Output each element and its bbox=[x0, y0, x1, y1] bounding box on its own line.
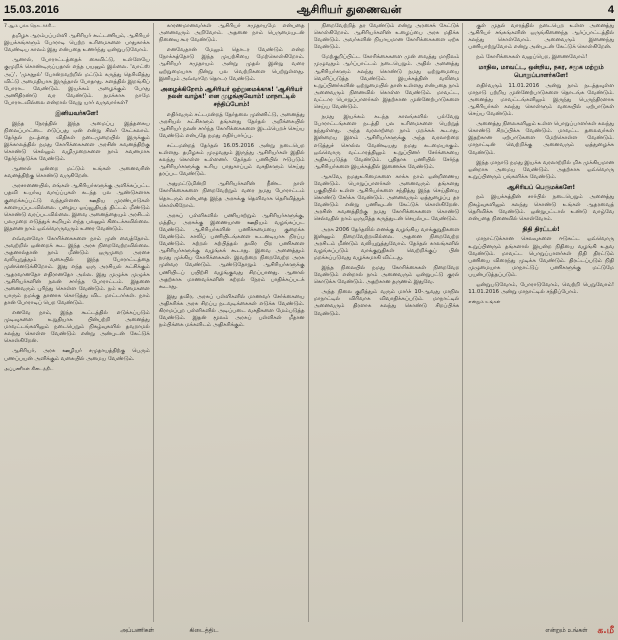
paragraph: எவ்வளவோ கோரிக்கைகளை நாம் முன் வைத்தோம். அவற்றில் ஒன்றைக் கூட இந்த அரசு நிறைவேற்றவில்லை. அதனால்தான் நாம் மீண்டும் ஒருமுறை அரசை வலியுறுத்தும் வகையில் இந்த போராட்டத்தை முன்னெடுக்கிறோம். இது எந்த ஒரு அரசியல் கட்சிக்கும் ஆதரவானதோ எதிரானதோ அல்ல. இது முழுக்க முழுக்க ஆசிரியர்களின் நலன் சார்ந்த போராட்டம். இதனை அனைவரும் புரிந்து கொள்ள வேண்டும். நம் உரிமைகளை யாரும் நமக்கு தானாக கொடுத்து விட மாட்டார்கள். நாம் தான் போராடிப் பெற வேண்டும். bbox=[4, 236, 150, 306]
footer-closing: என்றும் உங்கள் bbox=[545, 627, 588, 634]
paragraph: ஆகவே, நமதுஉரிமைகளை காக்க நாம் ஒன்றிணைய வேண்டும். பொறுப்பாளர்கள் அனைவரும் தங்களது பகுதியில் உள்ள ஆசிரியர்களை சந்தித்து இந்த செய்தியை கொண்டு சேர்க்க வேண்டும். அனைவரும் ஒத்துழைப்பு தர வேண்டும் என்று பணிவுடன் கேட்டுக் கொள்கிறேன். அரசின் கவனத்திற்கு நமது கோரிக்கைகளை கொண்டு செல்வதில் நாம் ஒருமித்த கருத்துடன் செயல்பட வேண்டும். bbox=[313, 173, 460, 223]
header-rule bbox=[3, 19, 615, 21]
paragraph: எனவே நாம், இந்த கூட்டத்தில் எடுக்கப்படும் முடிவுகளை உறுதியாக பின்பற்றி அனைத்து மாவட்டங்களிலும் நடைபெறும் நிகழ்வுகளில் தவறாமல் கலந்து கொள்ள வேண்டும் என்று அன்புடன் கேட்டுக் கொள்கிறேன். bbox=[4, 309, 150, 345]
paragraph: ஆனால் ஒன்றை மட்டும் உங்கள் அனைவரின் கவனத்திற்கு கொண்டு வருகிறேன். bbox=[4, 166, 150, 180]
footer-left-text: அப்பணிகள் bbox=[120, 627, 154, 634]
footer-mid-text: கிடைத்திட bbox=[189, 627, 219, 634]
paragraph: அரசு 2006 தேர்தலில் எனக்கு வழங்கிய வாக்குறுதிகளை இன்னும் நிறைவேற்றவில்லை. அதனை நிறைவேற்ற அரசிடம் மீண்டும் வலியுறுத்துவோம். தேர்தல் காலங்களில் வழங்கப்படும் வாக்குறுதிகள் வெற்றிக்குப் பின் மறக்கப்படுவது வழக்கமாகி விட்டது. bbox=[313, 226, 460, 261]
paragraph: ஆனால், போராட்டத்தைக் கைவிட்டு, உள்ளேயே குமுறிக் கொண்டிருப்பதால் எந்த பயனும் இல்லை. 'வாட்ஸ் அப்', 'முகநூல்' போன்றவற்றில் மட்டும் கருத்து தெரிவித்து விட்டு அமைதியாக இருந்தால் போதாது. களத்தில் இறங்கிப் போராட வேண்டும். இயக்கம் அழைக்கும் போது அணிதிரண்டு வர வேண்டும். நமக்காக நாமே போராடவில்லை என்றால் வேறு யார் வருவார்கள்? bbox=[4, 57, 150, 106]
paragraph: மேற்குறிப்பிட்ட கோரிக்கைகளை முன் வைத்து மாநிலம் முழுவதும் ஆர்ப்பாட்டம் நடைபெறும். அதில் அனைத்து ஆசிரியர்களும் கலந்து கொண்டு நமது ஒற்றுமையை வெளிப்படுத்த வேண்டும். இயக்கத்தின் வலிமை உறுப்பினர்களின் ஒற்றுமையில் தான் உள்ளது என்பதை நாம் அனைவரும் நினைவில் கொள்ள வேண்டும். மாவட்ட, வட்டார பொறுப்பாளர்கள் இதற்கான முன்னேற்பாடுகளை செய்ய வேண்டும். bbox=[313, 54, 460, 111]
author-signature: க.மீ bbox=[597, 625, 614, 636]
page-number: 4 bbox=[607, 4, 614, 16]
paragraph: குள் முதல் வாரத்தில் நடைபெற உள்ள அனைத்து ஆசிரியர் சங்கங்களின் ஒருங்கிணைந்த ஆர்ப்பாட்டத்தில் கலந்து கொள்வோம். அனைவரும் இணைந்து பணியாற்றுவோம் என்று அன்புடன் கேட்டுக் கொள்கிறேன். bbox=[468, 23, 614, 51]
paragraph: சட்டமன்றத் தேர்தல் 16.05.2016 அன்று நடைபெற உள்ளது. தமிழகம் முழுவதும் இருந்து ஆசிரியர்கள் இதில் கலந்து கொள்ள உள்ளனர். தேர்தல் பணியில் ஈடுபடும் ஆசிரியர்களுக்கு உரிய பாதுகாப்பும் வசதிகளும் செய்து தரப்பட வேண்டும். bbox=[158, 142, 305, 178]
paragraph: நம் கோரிக்கைகள் வலுப்பெற, இணைவோம்! bbox=[476, 54, 588, 61]
paragraph: அரசுப் பள்ளிகளில் பணியாற்றும் ஆசிரியர்களுக்கு, மத்திய அரசுக்கு இணையான ஊதியம் வழங்கப்பட வேண்டும். ஆசிரியர்களின் பணிச்சுமையை குறைக்க வேண்டும். காலிப் பணியிடங்களை உடனடியாக நிரப்ப வேண்டும். கற்றல் கற்பித்தல் தவிர பிற பணிகளை ஆசிரியர்களுக்கு வழங்கக் கூடாது. இவை அனைத்தும் நமது முக்கிய கோரிக்கைகள். இவற்றை நிறைவேற்ற அரசு முன்வர வேண்டும். ஆண்டுதோறும் ஆசிரியர்களுக்கு பணியிடப் பயிற்சி வழங்குவது சிறப்பானது. ஆனால் அதற்காக மாணவர்களின் கற்றல் நேரம் பாதிக்கப்படக் கூடாது. bbox=[158, 212, 305, 290]
subheading: ஆசிரியப் பெருமக்களே! bbox=[507, 183, 576, 191]
paragraph: எனவேதான் மேலும் தொடர வேண்டும் என்ற நோக்கத்தோடு இந்த முயற்சியை மேற்கொள்கிறோம். ஆசிரியர் சமுதாயம் அன்று முதல் இன்று வரை ஒற்றுமையாக நின்று பல வெற்றிகளை பெற்றுள்ளது. இனியும் அவ்வாறே தொடர வேண்டும். bbox=[158, 47, 305, 82]
paragraph: என்றும் உங்கள் bbox=[468, 300, 501, 306]
page-footer bbox=[4, 624, 614, 638]
paragraph: நிறைவேற்றித் தர வேண்டும் என்று அரசைக் கேட்டுக் கொள்கிறோம். ஆசிரியர்களின் உழைப்பை அரசு மதிக்க வேண்டும். அவர்களின் நியாயமான கோரிக்கைகளை ஏற்க வேண்டும். bbox=[313, 23, 460, 51]
paragraph: நம் இயக்கத்தின் சார்பில் நடைபெறும் அனைத்து நிகழ்வுகளிலும் கலந்து கொண்டு உங்கள் ஆதரவைத் தெரிவிக்க வேண்டும். ஒன்றுபட்டால் உண்டு வாழ்வே என்பதை நினைவில் கொள்வோம். bbox=[468, 194, 614, 222]
paragraph: அனைத்து நிலைகளிலும் உள்ள பொறுப்பாளர்கள் கலந்து கொண்டு சிறப்பிக்க வேண்டும். மாவட்ட தலைவர்கள் இதற்கான ஏற்பாடுகளை மேற்கொள்ள வேண்டும். மாநாட்டின் வெற்றிக்கு அனைவரும் ஒத்துழைக்க வேண்டும். bbox=[468, 121, 614, 156]
paragraph: ஆசிரியர், அரசு ஊழியர் சமுதாயத்திற்கு பெரும் பணப்பயன் அளிக்கும் வகையில் அமைய வேண்டும். bbox=[4, 348, 150, 362]
column-1 bbox=[4, 23, 154, 622]
column-2 bbox=[159, 23, 309, 622]
paragraph: 7 ஆம் பக்க தொடர்ச்சி... bbox=[4, 24, 56, 29]
issue-date: 15.03.2016 bbox=[4, 4, 60, 16]
subheading: இனியவர்களே! bbox=[55, 110, 99, 118]
paragraph: தமிழக ஆரம்பப்பள்ளி ஆசிரியர் கூட்டணியும், ஆசிரியர் இயக்கங்களும் போராடி பெற்ற உரிமைகளை பாதுகாக்க வேண்டிய காலம் இது என்பதை உணர்ந்து ஒன்றுபடுவோம். bbox=[4, 33, 150, 54]
paragraph: நமது இயக்கம் கடந்த காலங்களில் பல்வேறு போராட்டங்களை நடத்தி பல உரிமைகளை பெற்றுத் தந்துள்ளது. அந்த வரலாற்றை நாம் மறக்கக் கூடாது. இன்றைய இளம் ஆசிரியர்களுக்கு அந்த வரலாற்றை எடுத்துச் சொல்ல வேண்டியது நமது கடமையாகும். ஒவ்வொரு வட்டாரத்திலும் உறுப்பினர் சேர்க்கையை அதிகப்படுத்த வேண்டும். புதிதாக பணியில் சேர்ந்த ஆசிரியர்களை இயக்கத்தில் இணைக்க வேண்டும். bbox=[313, 114, 460, 170]
column-4 bbox=[468, 23, 614, 622]
paragraph: அந்த நிலை குறித்தும் வரும் மார்ச் 10-ஆவது மாநில மாநாட்டில் விரிவாக விவாதிக்கப்படும். மாநாட்டில் அனைவரும் திரளாக கலந்து கொண்டு சிறப்பிக்க வேண்டும். bbox=[313, 289, 460, 317]
paragraph: இந்த மாநாடு நமது இயக்க வரலாற்றில் மிக முக்கியமான ஒன்றாக அமைய வேண்டும். அதற்காக ஒவ்வொரு உறுப்பினரும் பங்களிக்க வேண்டும். bbox=[468, 159, 614, 180]
paragraph: மாநாட்டுக்கான செலவுகளை ஈடுகட்ட ஒவ்வொரு உறுப்பினரும் தங்களால் இயன்ற நிதியை வழங்கி உதவ வேண்டும். மாவட்ட பொறுப்பாளர்கள் நிதி திரட்டும் பணியை விரைந்து முடிக்க வேண்டும். திரட்டப்படும் நிதி முழுமையாக மாநாட்டுப் பணிகளுக்கு மட்டுமே பயன்படுத்தப்படும். bbox=[468, 236, 614, 278]
paragraph: இந்த நேரத்தில் இந்த அமைப்பு இத்தகைய நிலைப்பாட்டை எடுப்பது ஏன் என்று சிலர் கேட்கலாம். தேர்தல் நடத்தை விதிகள் நடைமுறையில் இருக்கும் இக்காலத்தில் நமது கோரிக்கைகளை அரசின் கவனத்திற்கு கொண்டு செல்லும் வழிமுறைகளை நாம் கவனமாக தேர்ந்தெடுக்க வேண்டும். bbox=[4, 120, 150, 163]
subheading: மாநில, மாவட்ட, ஒன்றிய, நகர, சமூக மற்றும் பொறுப்பாளர்களே! bbox=[478, 64, 604, 80]
paragraph: ஒன்றுபடுவோம், போராடுவோம், வெற்றி பெறுவோம்! 11.01.2016 அன்று மாநாட்டில் சந்திப்போம். bbox=[468, 282, 614, 296]
subheading: நிதி திரட்டல்! bbox=[522, 225, 560, 233]
paragraph: இது தவிர, அரசுப் பள்ளிகளில் மாணவர் சேர்க்கையை அதிகரிக்க அரசு சிறப்பு நடவடிக்கைகள் எடுக்க வேண்டும். கிராமப்புற பள்ளிகளில் அடிப்படை வசதிகளை மேம்படுத்த வேண்டும். இதன் மூலம் அரசுப் பள்ளிகள் மீதான நம்பிக்கை மக்களிடம் அதிகரிக்கும். bbox=[158, 293, 305, 329]
paragraph: எதிர்வரும் 11.01.2016 அன்று நாம் நடத்தவுள்ள மாநாடு பற்றிய முன்னேற்பாடுகளை தொடங்க வேண்டும். அனைத்து மாவட்டங்களிலும் இருந்து பெருந்திரளாக ஆசிரியர்கள் கலந்து கொள்ளும் வகையில் ஏற்பாடுகள் செய்ய வேண்டும். bbox=[468, 82, 614, 118]
column-3 bbox=[314, 23, 464, 622]
paragraph: எதிர்வரும் சட்டமன்றத் தேர்தலை முன்னிட்டு, அனைத்து அரசியல் கட்சிகளும் தங்களது தேர்தல் அறிக்கையில் ஆசிரியர் நலன் சார்ந்த கோரிக்கைகளை இடம்பெறச் செய்ய வேண்டும் என்பதே நமது எதிர்பார்ப்பு. bbox=[158, 111, 305, 139]
paragraph: அரசாணையில், எங்கள் ஆசிரியர்களுக்கு அளிக்கப்பட்ட பதவி உயர்வு வாய்ப்புகள் கடந்த பல ஆண்டுகளாக குறைக்கப்பட்டு வந்துள்ளன. ஊதிய முரண்பாடுகள் களையப்படவில்லை. பழைய ஓய்வூதியத் திட்டம் மீண்டும் கொண்டு வரப்படவில்லை. இவை அனைத்தையும் அரசிடம் பலமுறை எடுத்துக் கூறியும் எந்த பலனும் கிடைக்கவில்லை. இதனை நாம் ஒவ்வொருவரும் உணர வேண்டும். bbox=[4, 183, 150, 232]
page-header bbox=[4, 1, 614, 19]
article-columns bbox=[4, 23, 614, 622]
paragraph: அப்பணிகள் கிடைத்திட bbox=[4, 366, 54, 372]
paragraph: காரணமானவர்கள் ஆசிரியர் சமுதாயமே என்பதை அனைவரும் அறிவோம். அதனை நாம் பெருமையுடன் நினைவு கூர வேண்டும். bbox=[158, 23, 305, 44]
newsletter-title: ஆசிரியர் துணைவன் bbox=[296, 2, 402, 16]
paragraph: இந்த நிலையில் நமது கோரிக்கைகள் நிறைவேற வேண்டும் என்றால் நாம் அனைவரும் ஒன்றுபட்டு குரல் கொடுக்க வேண்டும். அதற்கான தருணம் இதுவே. bbox=[313, 265, 460, 286]
subheading: அழைக்கிறோம் ஆசிரியர் ஒற்றுமைக்காக! 'ஆசிரியர் நலன் வாழ்க!' என முழங்குவோம்! மாநாட்டில் சந்திப்போம்! bbox=[160, 85, 303, 108]
paragraph: அதுமட்டுமின்றி ஆசிரியர்களின் நீண்ட நாள் கோரிக்கைகளை நிறைவேற்றும் வரை நமது போராட்டம் தொடரும் என்பதை இந்த அரசுக்கு தெளிவாக தெரிவித்துக் கொள்கிறோம். bbox=[158, 181, 305, 209]
